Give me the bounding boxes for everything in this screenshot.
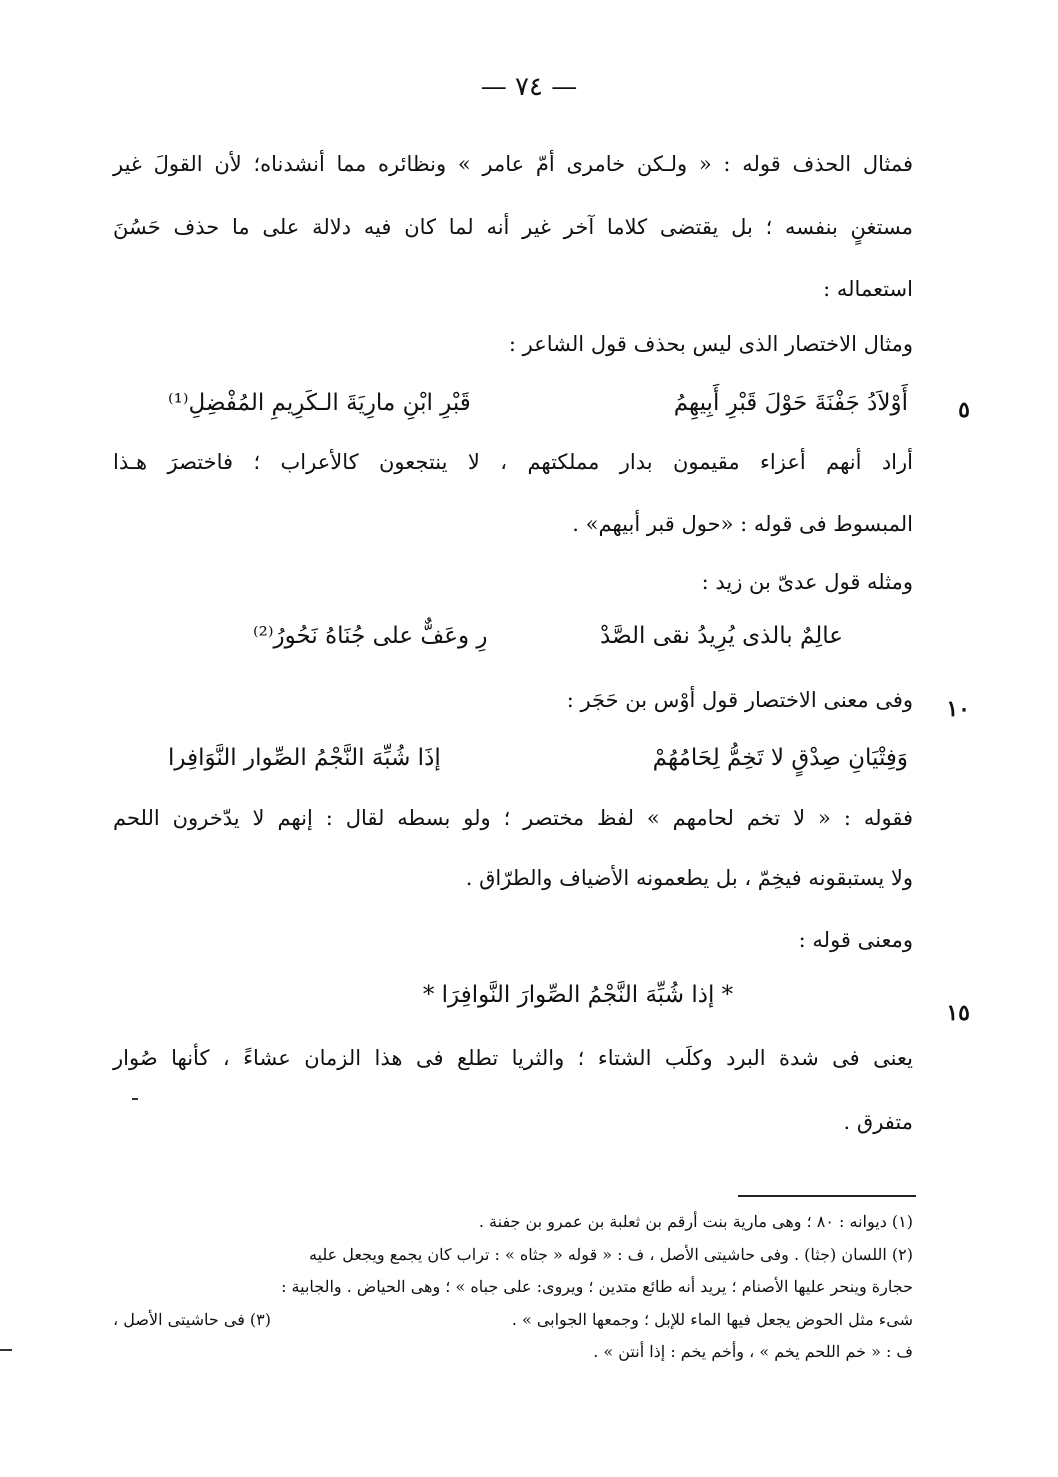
verse-1-second-hemistich: قَبْرِ ابْنِ مارِيَةَ الـكَرِيمِ المُفْضِلِ⁽¹⁾ [168, 390, 471, 416]
footnote-3-line-2: ف : « خم اللحم يخم » ، وأخم يخم : إذا أنتن » . [593, 1342, 913, 1361]
body-line-3: استعماله : [823, 277, 913, 301]
body-line-17: متفرق . [843, 1110, 913, 1134]
body-line-2: مستغنٍ بنفسه ؛ بل يقتضى كلاما آخر غير أنه لما كان فيه دلالة على ما حذف حَسُنَ [113, 215, 913, 239]
body-line-10: وفى معنى الاختصار قول أوْس بن حَجَر : [566, 688, 913, 712]
body-line-13: ولا يستبقونه فيخِمّ ، بل يطعمونه الأضياف والطرّاق . [465, 866, 913, 890]
body-line-8: ومثله قول عدىّ بن زيد : [701, 570, 913, 594]
body-line-16: يعنى فى شدة البرد وكلَب الشتاء ؛ والثريا تطلع فى هذا الزمان عشاءً ، كأنها صُوار [113, 1046, 913, 1070]
line-number-5: ٥ [958, 397, 970, 423]
page-number: — ٧٤ — [480, 72, 578, 102]
verse-1 [168, 390, 908, 416]
verse-3-second-hemistich: إذَا شُبِّهَ النَّجْمُ الصِّوار النَّوَافِرا [168, 745, 441, 771]
line-number-10: ١٠ [946, 696, 970, 722]
body-line-4: ومثال الاختصار الذى ليس بحذف قول الشاعر : [508, 332, 913, 356]
footnote-2-line-1: (٢) اللسان (جثا) . وفى حاشيتى الأصل ، ف : « قوله « جثاه » : تراب كان يجمع ويجعل عليه [308, 1245, 913, 1264]
footnote-2-line-2: حجارة وينحر عليها الأصنام ؛ يريد أنه طائع متدين ؛ ويروى: على جباه » ؛ وهى الحياض . والجابية : [281, 1277, 913, 1296]
verse-3 [168, 745, 908, 771]
verse-3-first-hemistich: وَفِتْيَانِ صِدْقٍ لا تَخِمُّ لِحَامُهُمْ [652, 745, 908, 771]
body-line-12: فقوله : « لا تخم لحامهم » لفظ مختصر ؛ ولو بسطه لقال : إنهم لا يدّخرون اللحم [113, 806, 913, 830]
verse-2-second-hemistich: رِ وعَفٌّ على جُنَاهُ نَحُورُ⁽²⁾ [253, 623, 488, 649]
verse-1-first-hemistich: أَوْلاَدُ جَفْنَةَ حَوْلَ قَبْرِ أَبِيهِمُ [673, 390, 908, 416]
verse-4: * إذا شُبِّهَ النَّجْمُ الصِّوارَ النَّوافِرَا * [422, 982, 734, 1008]
verse-2-first-hemistich: عالِمٌ بالذى يُرِيدُ نقى الصَّدْ [600, 623, 843, 649]
footnote-separator [738, 1195, 916, 1197]
footnote-1: (١) ديوانه : ٨٠ ؛ وهى مارية بنت أرقم بن ثعلبة بن عمرو بن جفنة . [478, 1212, 913, 1231]
footnote-2-line-3: شىء مثل الحوض يجعل فيها الماء للإبل ؛ وجمعها الجوابى » . [511, 1310, 913, 1329]
scan-speck [132, 1098, 138, 1100]
footnote-3-start: (٣) فى حاشيتى الأصل ، [113, 1310, 272, 1329]
line-number-15: ١٥ [946, 1000, 970, 1026]
scan-edge-mark [0, 1349, 12, 1351]
footnote-2-line-3-row [113, 1310, 913, 1329]
body-line-14: ومعنى قوله : [798, 928, 913, 952]
body-line-7: المبسوط فى قوله : «حول قبر أبيهم» . [572, 512, 913, 536]
body-line-1: فمثال الحذف قوله : « ولـكن خامرى أمّ عامر » ونظائره مما أنشدناه؛ لأن القولَ غير [113, 152, 913, 176]
body-line-6: أراد أنهم أعزاء مقيمون بدار مملكتهم ، لا ينتجعون كالأعراب ؛ فاختصرَ هـذا [113, 450, 913, 474]
verse-2 [253, 623, 843, 649]
